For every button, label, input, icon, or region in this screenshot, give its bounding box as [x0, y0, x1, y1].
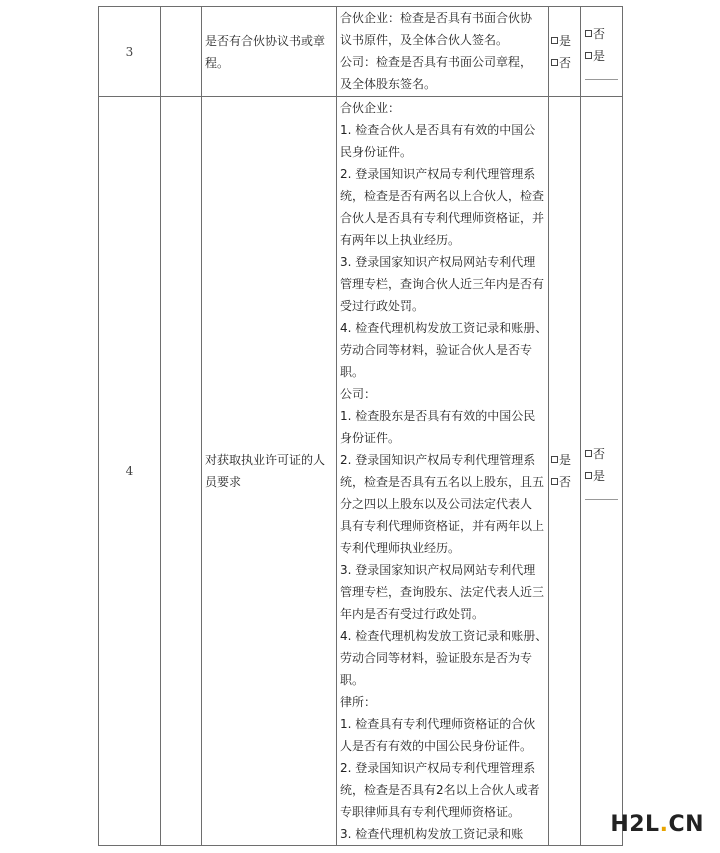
check-method: [337, 97, 549, 846]
checkbox-icon: [551, 478, 558, 485]
method-line: 合伙企业：检查是否具有书面合伙协: [340, 11, 533, 25]
result-fill-line[interactable]: [585, 489, 618, 500]
option-yes[interactable]: 是: [551, 449, 578, 471]
method-line: 3. 登录国家知识产权局网站专利代理: [340, 255, 536, 269]
row-number: 3: [99, 7, 161, 97]
method-line: 律所：: [340, 695, 377, 709]
method-line: 1. 检查股东是否具有有效的中国公民: [340, 409, 536, 423]
checkbox-icon: [585, 472, 592, 479]
method-line: 1. 检查具有专利代理师资格证的合伙: [340, 717, 536, 731]
method-line: 1. 检查合伙人是否具有有效的中国公: [340, 123, 536, 137]
result-fill-line[interactable]: [585, 69, 618, 80]
result-yes[interactable]: 是: [585, 45, 618, 67]
method-line: 4. 检查代理机构发放工资记录和账册、: [340, 321, 548, 335]
empty-cell: [161, 7, 202, 97]
method-line: 分之四以上股东以及公司法定代表人: [340, 497, 533, 511]
method-line: 公司：检查是否具有书面公司章程，: [340, 55, 533, 69]
method-line: 专职律师具有专利代理师资格证。: [340, 805, 521, 819]
option-no[interactable]: 否: [551, 52, 578, 74]
result-no[interactable]: 否: [585, 443, 618, 465]
method-line: 合伙人是否具有专利代理师资格证，并: [340, 211, 545, 225]
checkbox-icon: [551, 456, 558, 463]
checkbox-icon: [551, 59, 558, 66]
empty-cell: [161, 97, 202, 846]
method-line: 3. 检查代理机构发放工资记录和账: [340, 827, 524, 841]
watermark-text: CN: [668, 812, 704, 837]
inspection-table: [98, 6, 623, 846]
method-line: 统，检查是否具有五名以上股东，且五: [340, 475, 545, 489]
method-line: 年内是否有受过行政处罚。: [340, 607, 485, 621]
option-yes[interactable]: 是: [551, 30, 578, 52]
check-item: [202, 7, 337, 97]
option-cell: [549, 97, 581, 846]
method-line: 具有专利代理师资格证，并有两年以上: [340, 519, 545, 533]
check-item-line: 对获取执业许可证的人: [205, 453, 326, 467]
watermark-dot: .: [659, 812, 669, 837]
method-line: 合伙企业：: [340, 101, 401, 115]
method-line: 2. 登录国知识产权局专利代理管理系: [340, 167, 536, 181]
result-cell: [581, 97, 623, 846]
option-cell: [549, 7, 581, 97]
check-item-line: 程。: [205, 55, 230, 70]
table-row: [99, 7, 623, 97]
method-line: 公司：: [340, 387, 377, 401]
method-line: 职。: [340, 365, 365, 379]
method-line: 身份证件。: [340, 431, 401, 445]
check-item-line: 是否有合伙协议书或章: [205, 33, 326, 48]
method-line: 统，检查是否具有2名以上合伙人或者: [340, 783, 540, 797]
check-method: [337, 7, 549, 97]
method-line: 管理专栏，查询股东、法定代表人近三: [340, 585, 545, 599]
method-line: 有两年以上执业经历。: [340, 233, 461, 247]
checkbox-icon: [585, 450, 592, 457]
table-row: [99, 97, 623, 846]
method-line: 管理专栏，查询合伙人近三年内是否有: [340, 277, 545, 291]
method-line: 人是否有有效的中国公民身份证件。: [340, 739, 533, 753]
method-line: 及全体股东签名。: [340, 77, 437, 91]
method-line: 3. 登录国家知识产权局网站专利代理: [340, 563, 536, 577]
method-line: 职。: [340, 673, 365, 687]
site-watermark: [610, 812, 704, 837]
method-line: 受过行政处罚。: [340, 299, 425, 313]
result-yes[interactable]: 是: [585, 465, 618, 487]
row-number: 4: [99, 97, 161, 846]
checkbox-icon: [551, 37, 558, 44]
option-no[interactable]: 否: [551, 471, 578, 493]
method-line: 4. 检查代理机构发放工资记录和账册、: [340, 629, 548, 643]
check-item: [202, 97, 337, 846]
check-item-line: 员要求: [205, 475, 242, 489]
method-line: 议书原件，及全体合伙人签名。: [340, 33, 509, 47]
method-line: 统，检查是否有两名以上合伙人，检查: [340, 189, 545, 203]
checkbox-icon: [585, 30, 592, 37]
result-no[interactable]: 否: [585, 23, 618, 45]
method-line: 民身份证件。: [340, 145, 413, 159]
watermark-text: H2L: [610, 812, 660, 837]
result-cell: [581, 7, 623, 97]
method-line: 2. 登录国知识产权局专利代理管理系: [340, 761, 536, 775]
checkbox-icon: [585, 52, 592, 59]
method-line: 劳动合同等材料，验证股东是否为专: [340, 651, 533, 665]
method-line: 2. 登录国知识产权局专利代理管理系: [340, 453, 536, 467]
method-line: 劳动合同等材料，验证合伙人是否专: [340, 343, 533, 357]
method-line: 专利代理师执业经历。: [340, 541, 461, 555]
